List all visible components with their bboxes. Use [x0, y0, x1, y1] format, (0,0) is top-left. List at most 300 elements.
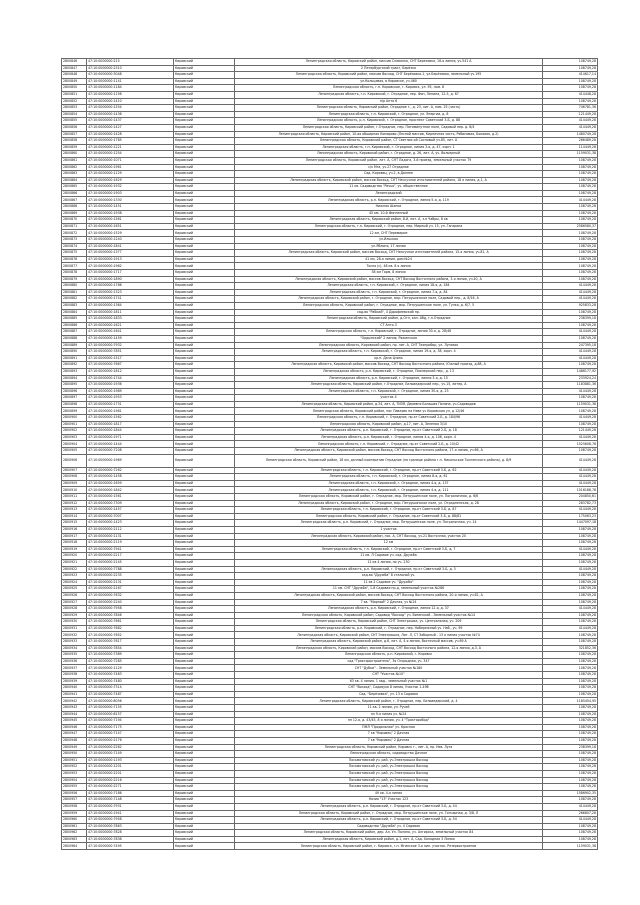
cadastral-number: 47:10:0000000:2310: [87, 65, 174, 72]
row-number: 2800893: [62, 368, 87, 375]
cadastral-number: 47:10:0000000:1254: [87, 151, 174, 158]
row-number: 2800909: [62, 480, 87, 487]
address-text: 11 кв. Садоводство "Рачья", уч. общественное: [235, 184, 543, 191]
amount-value: 108749,28: [543, 652, 598, 659]
address-text: 12 км: [235, 540, 543, 547]
address-text: Ленинградская область, Кировский район, массив Восход, СНТ Нескучное изготовителей района, 18 я линия, д.1, А: [235, 177, 543, 184]
row-number: 2800895: [62, 382, 87, 389]
cadastral-number: 47:10:0000000:1410: [87, 98, 174, 105]
address-text: Ленинградская область, Кировский район, г. Отрадное, мкр. Петрушинское поле, ул. Гончарная, д. 3/8, Л: [235, 810, 543, 817]
address-text: Ленинградская область, Кировский район, г. Отрадное, мкр. Петрушинское поле, ул. Тулка, д. 6/7, 5: [235, 302, 543, 309]
address-text: Ленинградская область, г.п. Кировский, г. Отрадное, пр-кт Советский 3-Б, д. 87: [235, 507, 543, 514]
row-number: 2800901: [62, 421, 87, 428]
row-number: 2800946: [62, 724, 87, 731]
table-row: [62, 204, 598, 211]
address-text: Ленинградская область, г.п. Кировский, г. Отрадное, пр-кт Советский 3-Б, д. 62: [235, 467, 543, 474]
table-row: [62, 751, 598, 758]
address-text: Ленинградская область, г.п. Кировский, г. Отрадное, пр-кт Советский 2-Б, д. 10/42: [235, 441, 543, 448]
amount-value: 108749,28: [543, 309, 598, 316]
district-name: Кировский: [174, 678, 235, 685]
address-text: Сад. Кировец, уч.2, в Далнее: [235, 171, 543, 178]
row-number: 2800911: [62, 494, 87, 501]
row-number: 2800903: [62, 434, 87, 441]
table-row: [62, 533, 598, 540]
table-row: [62, 757, 598, 764]
amount-value: 108749,28: [543, 230, 598, 237]
amount-value: 266489,28: [543, 138, 598, 145]
row-number: 2800908: [62, 474, 87, 481]
amount-value: 204850,61: [543, 494, 598, 501]
district-name: Кировский: [174, 441, 235, 448]
registry-body: [62, 59, 598, 850]
address-text: Ленинградская область, г.п. Кировский, г. Отрадное, пр-кт Советский 3-Б, д. 7: [235, 546, 543, 553]
address-text: 11 кв. 2 линия, ул. Ручей: [235, 705, 543, 712]
address-text: 41 км, 28-я линия, дом №24: [235, 256, 543, 263]
amount-value: 414449,28: [543, 124, 598, 131]
amount-value: 108749,28: [543, 98, 598, 105]
address-text: Ленинградская область, Кировский район, массив Восход, СНТ Восход Восточного района, 20-я линия, уч.62, А: [235, 592, 543, 599]
amount-value: 108749,28: [543, 270, 598, 277]
amount-value: 108749,28: [543, 764, 598, 771]
row-number: 2800942: [62, 698, 87, 705]
cadastral-number: 47:10:0000000:7941: [87, 546, 174, 553]
amount-value: 108749,28: [543, 157, 598, 164]
cadastral-number: 47:10:0000000:1184: [87, 85, 174, 92]
amount-value: 2586580,37: [543, 223, 598, 230]
district-name: Кировский: [174, 817, 235, 824]
row-number: 2800883: [62, 302, 87, 309]
cadastral-number: 47:10:0000000:7155: [87, 705, 174, 712]
cadastral-number: 47:10:0000000:1651: [87, 223, 174, 230]
row-number: 2800860: [62, 151, 87, 158]
cadastral-number: 47:10:0000000:7007: [87, 513, 174, 520]
row-number: 2800869: [62, 210, 87, 217]
row-number: 2800892: [62, 362, 87, 369]
row-number: 2800918: [62, 540, 87, 547]
district-name: Кировский: [174, 559, 235, 566]
district-name: Кировский: [174, 138, 235, 145]
table-row: [62, 408, 598, 415]
amount-value: 108749,28: [543, 757, 598, 764]
district-name: Кировский: [174, 507, 235, 514]
amount-value: 247395,18: [543, 342, 598, 349]
district-name: Кировский: [174, 480, 235, 487]
district-name: Кировский: [174, 197, 235, 204]
table-row: [62, 415, 598, 422]
cadastral-number: 47:10:0000000:7495: [87, 843, 174, 850]
table-row: [62, 289, 598, 296]
amount-value: 108749,28: [543, 65, 598, 72]
row-number: 2800877: [62, 263, 87, 270]
table-row: [62, 487, 598, 494]
address-text: 11 кв. Л Садовое уч. сад. Дружба: [235, 553, 543, 560]
cadastral-number: 47:10:0000000:2145: [87, 559, 174, 566]
cadastral-number: 47:10:0000000:7851: [87, 349, 174, 356]
address-text: Ленинградская область, Кировский район, д.17, лит. А, Зеленая 3/10: [235, 421, 543, 428]
row-number: 2800962: [62, 830, 87, 837]
cadastral-number: 47:10:0000000:1071: [87, 157, 174, 164]
amount-value: 414449,28: [543, 434, 598, 441]
address-text: Садоводство "Дружба" уч. 4 Садовая: [235, 823, 543, 830]
amount-value: 414449,28: [543, 355, 598, 362]
address-text: 45 км. 10-й Фигненный: [235, 210, 543, 217]
cadastral-number: 47:10:0000000:1961: [87, 164, 174, 171]
registry-table: [61, 58, 598, 850]
cadastral-number: 47:10:0000000:7932: [87, 342, 174, 349]
district-name: Кировский: [174, 737, 235, 744]
table-row: [62, 223, 598, 230]
table-row: [62, 197, 598, 204]
district-name: Кировский: [174, 665, 235, 672]
cadastral-number: 47:10:0000000:1141: [87, 78, 174, 85]
address-text: Ленинградская область, Кировский район, дер. Ал. Ул. Поляна, уч. Алгирска, земельный участок 84: [235, 830, 543, 837]
table-row: [62, 599, 598, 606]
table-row: [62, 78, 598, 85]
amount-value: 1159031,38: [543, 151, 598, 158]
amount-value: 283782,73: [543, 500, 598, 507]
row-number: 2800891: [62, 355, 87, 362]
district-name: Кировский: [174, 78, 235, 85]
row-number: 2800953: [62, 770, 87, 777]
amount-value: 266807,28: [543, 810, 598, 817]
row-number: 2800878: [62, 270, 87, 277]
cadastral-number: 47:10:0000000:1330: [87, 197, 174, 204]
row-number: 2800921: [62, 559, 87, 566]
table-row: [62, 573, 598, 580]
row-number: 2800948: [62, 737, 87, 744]
row-number: 2800885: [62, 316, 87, 323]
table-row: [62, 494, 598, 501]
cadastral-number: 47:10:0000000:2271: [87, 784, 174, 791]
amount-value: 414449,28: [543, 197, 598, 204]
district-name: Кировский: [174, 784, 235, 791]
address-text: кр.п. Дача Цзинь: [235, 355, 543, 362]
cadastral-number: 47:10:0000000:7389: [87, 652, 174, 659]
cadastral-number: 47:10:0000000:1423: [87, 520, 174, 527]
table-row: [62, 105, 598, 112]
cadastral-number: 47:10:0000000:2119: [87, 540, 174, 547]
address-text: Посьмотовский уч. рай, уч.Электрошка Восход: [235, 777, 543, 784]
table-row: [62, 559, 598, 566]
address-text: Ленинградская область, Кировский район, массив Восход, СНТ Восход Восточного района, 12-я линия, д.3, А: [235, 645, 543, 652]
address-text: Ленинградская область, Кировский район, г. Отрадное, пр-кт Советский 3-Б, д. 88/81: [235, 513, 543, 520]
address-text: Ленинградская область, Кировский район, массив Славянка, СНТ Березовка, 16-я линия, уч.541 А: [235, 59, 543, 66]
amount-value: 108749,28: [543, 408, 598, 415]
district-name: Кировский: [174, 546, 235, 553]
cadastral-number: 47:10:0000000:1129: [87, 171, 174, 178]
table-row: [62, 526, 598, 533]
row-number: 2800887: [62, 329, 87, 336]
row-number: 2800868: [62, 204, 87, 211]
row-number: 2800959: [62, 810, 87, 817]
amount-value: 238399,18: [543, 316, 598, 323]
cadastral-number: 47:10:0000000:7788: [87, 566, 174, 573]
table-row: [62, 401, 598, 408]
amount-value: 108749,28: [543, 256, 598, 263]
address-text: Ленинградская область, г.п. Кировский, г. Отрадное, линия 7-я, д. 84: [235, 289, 543, 296]
address-text: Ленинградская область, Кировский район, г.Отрадное, пер. Пятиминутное поле, Садовый пер. д. 8/4: [235, 124, 543, 131]
table-row: [62, 59, 598, 66]
row-number: 2800864: [62, 177, 87, 184]
address-text: 11 кв 2 Садовое уч. "Дружба": [235, 579, 543, 586]
address-text: Ленинградская область, р-н. Кировский, г. Отрадное, пр-кт Советский 2-Б, д. 18: [235, 428, 543, 435]
district-name: Кировский: [174, 164, 235, 171]
district-name: Кировский: [174, 448, 235, 455]
address-text: Ленинградская область, р-н. Кировский, г. Отрадное, линия 12-я, д. 37: [235, 606, 543, 613]
amount-value: 108749,28: [543, 658, 598, 665]
table-row: [62, 612, 598, 619]
cadastral-number: 47:10:0000000:1131: [87, 533, 174, 540]
amount-value: 108749,28: [543, 263, 598, 270]
district-name: Кировский: [174, 276, 235, 283]
address-text: Ленинградская область, р-н. Кировский, г. Отрадное, пр-кт Советский 3-Б, д. 3: [235, 566, 543, 573]
cadastral-number: 47:10:0000000:8157: [87, 711, 174, 718]
district-name: Кировский: [174, 184, 235, 191]
table-row: [62, 810, 598, 817]
amount-value: 108749,28: [543, 685, 598, 692]
row-number: 2800900: [62, 415, 87, 422]
amount-value: 108749,28: [543, 737, 598, 744]
table-row: [62, 368, 598, 375]
amount-value: 108749,28: [543, 711, 598, 718]
cadastral-number: 47:10:0000000:2240: [87, 599, 174, 606]
district-name: Кировский: [174, 237, 235, 244]
row-number: 2800934: [62, 645, 87, 652]
table-row: [62, 823, 598, 830]
district-name: Кировский: [174, 98, 235, 105]
address-text: Ленинградская область, г.п. Кировский, г. Отрадное, линия 4-я, д. 137: [235, 480, 543, 487]
amount-value: 414449,28: [543, 283, 598, 290]
table-row: [62, 546, 598, 553]
amount-value: 108749,28: [543, 421, 598, 428]
table-row: [62, 830, 598, 837]
row-number: 2800929: [62, 612, 87, 619]
amount-value: 414449,28: [543, 546, 598, 553]
row-number: 2800938: [62, 672, 87, 679]
table-row: [62, 355, 598, 362]
district-name: Кировский: [174, 823, 235, 830]
amount-value: 108749,28: [543, 592, 598, 599]
row-number: 2800879: [62, 276, 87, 283]
cadastral-number: 47:10:0000000:1731: [87, 401, 174, 408]
address-text: 11 км. СНТ "Дружба", 1-й Садовая пр-д, земельный участок №286: [235, 586, 543, 593]
address-text: Ленинградская область, г.п. Кировский, г. Отрадное, линия 18-я, д. 184: [235, 283, 543, 290]
row-number: 2800906: [62, 454, 87, 467]
cadastral-number: 47:10:0000000:1201: [87, 764, 174, 771]
row-number: 2800894: [62, 375, 87, 382]
amount-value: 414449,28: [543, 388, 598, 395]
district-name: Кировский: [174, 843, 235, 850]
district-name: Кировский: [174, 705, 235, 712]
row-number: 2800876: [62, 256, 87, 263]
row-number: 2800926: [62, 592, 87, 599]
table-row: [62, 237, 598, 244]
amount-value: 108749,28: [543, 751, 598, 758]
amount-value: 108749,28: [543, 724, 598, 731]
amount-value: 108749,28: [543, 830, 598, 837]
district-name: Кировский: [174, 592, 235, 599]
amount-value: 1586902,35: [543, 790, 598, 797]
address-text: Сад. "Берёзовка", уч. 13 я Садовая: [235, 691, 543, 698]
table-row: [62, 454, 598, 467]
row-number: 2800950: [62, 751, 87, 758]
table-row: [62, 91, 598, 98]
cadastral-number: 47:10:0000000:1741: [87, 296, 174, 303]
table-row: [62, 764, 598, 771]
row-number: 2800951: [62, 757, 87, 764]
table-row: [62, 784, 598, 791]
district-name: Кировский: [174, 467, 235, 474]
row-number: 2800945: [62, 718, 87, 725]
cadastral-number: 47:10:0000000:1938: [87, 210, 174, 217]
district-name: Кировский: [174, 118, 235, 125]
row-number: 2800898: [62, 401, 87, 408]
amount-value: 108749,28: [543, 59, 598, 66]
cadastral-number: 47:10:0000000:7208: [87, 448, 174, 455]
cadastral-number: 47:10:0000000:1221: [87, 144, 174, 151]
amount-value: 414617,14: [543, 72, 598, 79]
amount-value: 108749,28: [543, 718, 598, 725]
table-row: [62, 691, 598, 698]
cadastral-number: 47:10:0000000:1989: [87, 388, 174, 395]
address-text: участок 4: [235, 395, 543, 402]
row-number: 2800956: [62, 790, 87, 797]
cadastral-number: 47:10:0000000:7148: [87, 797, 174, 804]
district-name: Кировский: [174, 513, 235, 520]
cadastral-number: 47:10:0000000:7854: [87, 645, 174, 652]
table-row: [62, 283, 598, 290]
amount-value: 175063,23: [543, 513, 598, 520]
amount-value: 1159031,38: [543, 401, 598, 408]
row-number: 2800857: [62, 131, 87, 138]
district-name: Кировский: [174, 388, 235, 395]
address-text: 38 км Торм, 8 линия: [235, 270, 543, 277]
address-text: Ленинградская область, Кировский район, д.34, лит. А, ТИЗЯ, Деревня Большая Поляна, уч.Садоводов: [235, 401, 543, 408]
district-name: Кировский: [174, 302, 235, 309]
district-name: Кировский: [174, 533, 235, 540]
table-row: [62, 797, 598, 804]
cadastral-number: 47:10:0000000:7846: [87, 612, 174, 619]
row-number: 2800957: [62, 797, 87, 804]
district-name: Кировский: [174, 526, 235, 533]
table-row: [62, 230, 598, 237]
district-name: Кировский: [174, 105, 235, 112]
table-row: [62, 678, 598, 685]
cadastral-number: 47:10:0000000:7958: [87, 606, 174, 613]
district-name: Кировский: [174, 263, 235, 270]
row-number: 2800954: [62, 777, 87, 784]
amount-value: 108749,28: [543, 665, 598, 672]
cadastral-number: 47:10:0000000:1936: [87, 382, 174, 389]
cadastral-number: 47:10:0000000:2167: [87, 586, 174, 593]
cadastral-number: 47:10:0000000:1364: [87, 302, 174, 309]
cadastral-number: 47:10:0000000:8056: [87, 698, 174, 705]
address-text: Ленинградская область, Кировский район, массив Восход, СНТ Восход Восточного района, Южный проезд, д.88, А: [235, 362, 543, 369]
address-text: сад "Тракторостроитель", 3я Огородная, уч. 347: [235, 658, 543, 665]
address-text: Ленинградский: [235, 190, 543, 197]
table-row: [62, 210, 598, 217]
district-name: Кировский: [174, 803, 235, 810]
district-name: Кировский: [174, 368, 235, 375]
row-number: 2800871: [62, 223, 87, 230]
row-number: 2800874: [62, 243, 87, 250]
amount-value: 108749,28: [543, 322, 598, 329]
district-name: Кировский: [174, 270, 235, 277]
table-row: [62, 448, 598, 455]
district-name: Кировский: [174, 408, 235, 415]
district-name: Кировский: [174, 606, 235, 613]
table-row: [62, 777, 598, 784]
row-number: 2800873: [62, 237, 87, 244]
cadastral-number: 47:10:0000000:7186: [87, 790, 174, 797]
address-text: Ленинградская область, Кировский район, пр. лит. А, СНТ Техприбор, ул. Луговая: [235, 342, 543, 349]
district-name: Кировский: [174, 810, 235, 817]
table-row: [62, 698, 598, 705]
amount-value: 1525608,78: [543, 441, 598, 448]
cadastral-number: 47:10:0000000:1786: [87, 283, 174, 290]
cadastral-number: 47:10:0000000:1437: [87, 118, 174, 125]
cadastral-number: 47:10:0000000:1240: [87, 237, 174, 244]
cadastral-number: 47:10:0000000:1377: [87, 250, 174, 257]
amount-value: 108749,28: [543, 533, 598, 540]
address-text: Ленинградская область, р-н. Кировский, г. Отрадное, Пионерский пер., д. 13: [235, 368, 543, 375]
address-text: Ленинградская область, Кировский район, г. Отрадное, д. 26, лит. А, уч. Вольерный: [235, 151, 543, 158]
address-text: Ленинградская область, Кировский район, массив Восход, СНТ Восход Восточного района, 3-я линия, уч.40, А: [235, 276, 543, 283]
address-text: СНТ "Восход", Садовуха 8 линия, Участок 1-49б: [235, 685, 543, 692]
address-text: Ленинградская область, р-н. Кировский, г. Отрадное, пр-кт Советский 3-Б, д. 44: [235, 803, 543, 810]
address-text: Посьмотовский уч. рай, уч.Электрошка Восход: [235, 784, 543, 791]
cadastral-number: 47:10:0000000:7314: [87, 685, 174, 692]
row-number: 2800961: [62, 823, 87, 830]
row-number: 2800913: [62, 507, 87, 514]
row-number: 2800897: [62, 395, 87, 402]
cadastral-number: 47:10:0000000:1458: [87, 474, 174, 481]
cadastral-number: 47:10:0000000:1903: [87, 190, 174, 197]
address-text: ул.Кольцевая, в Кировске, уч.460: [235, 78, 543, 85]
amount-value: 108749,28: [543, 579, 598, 586]
table-row: [62, 467, 598, 474]
district-name: Кировский: [174, 579, 235, 586]
table-row: [62, 592, 598, 599]
address-text: Нижняя Шапки: [235, 204, 543, 211]
table-row: [62, 428, 598, 435]
address-text: Тосно (с), 48 кв. 8 я линия: [235, 263, 543, 270]
cadastral-number: 47:10:0000000:1842: [87, 487, 174, 494]
cadastral-number: 47:10:0000000:1744: [87, 375, 174, 382]
district-name: Кировский: [174, 428, 235, 435]
address-text: Ленинградская область, г.п. Кировский, г. Отрадное, линия 8-я, д. 61: [235, 474, 543, 481]
table-row: [62, 171, 598, 178]
district-name: Кировский: [174, 586, 235, 593]
amount-value: 414449,28: [543, 474, 598, 481]
cadastral-number: 47:10:0000000:2112: [87, 526, 174, 533]
table-row: [62, 507, 598, 514]
row-number: 2800952: [62, 764, 87, 771]
cadastral-number: 47:10:0000000:2201: [87, 770, 174, 777]
address-text: 2 Петербургский тракт, Берёзка: [235, 65, 543, 72]
amount-value: 108749,28: [543, 164, 598, 171]
row-number: 2800904: [62, 441, 87, 448]
row-number: 2800939: [62, 678, 87, 685]
amount-value: 108749,28: [543, 184, 598, 191]
amount-value: 121449,28: [543, 111, 598, 118]
row-number: 2800888: [62, 335, 87, 342]
table-row: [62, 658, 598, 665]
row-number: 2800863: [62, 171, 87, 178]
table-row: [62, 184, 598, 191]
row-number: 2800866: [62, 190, 87, 197]
cadastral-number: 47:10:0000000:1962: [87, 263, 174, 270]
